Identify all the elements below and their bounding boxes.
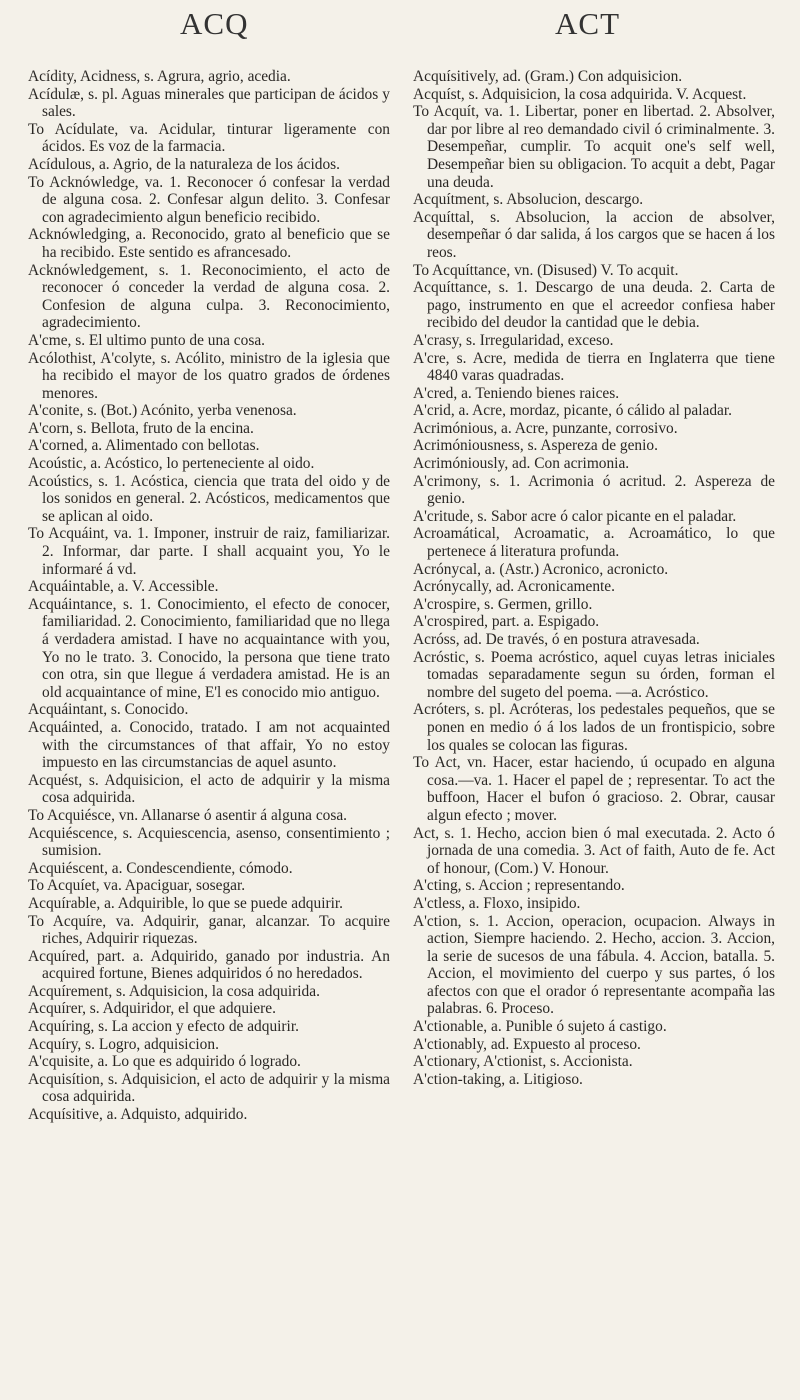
dictionary-entry: Acquírer, s. Adquiridor, el que adquiere. xyxy=(28,1000,276,1018)
dictionary-entry: Acquírement, s. Adquisicion, la cosa adquirida. xyxy=(28,982,320,1000)
dictionary-entry: A'ctionably, ad. Expuesto al proceso. xyxy=(413,1035,641,1053)
dictionary-entry: A'crospire, s. Germen, grillo. xyxy=(413,595,593,613)
dictionary-entry: Acróters, s. pl. Acróteras, los pedestales pequeños, que se ponen en medio ó á los lados de un frontispicio, sobre los quales se colocan las figuras. xyxy=(413,701,775,754)
dictionary-entry: Acroamátical, Acroamatic, a. Acroamático, lo que pertenece á literatura profunda. xyxy=(413,525,775,561)
dictionary-entry: To Acquít, va. 1. Libertar, poner en libertad. 2. Absolver, dar por libre al reo demandado civil ó criminalmente. 3. Desempeñar, cumplir. To acquit one's self well, Desempeñar bien su obligacion. To acquit a debt, Pagar una deuda. xyxy=(413,103,775,191)
dictionary-entry: A'cred, a. Teniendo bienes raices. xyxy=(413,384,620,402)
right-column xyxy=(413,68,775,1088)
dictionary-entry: A'corned, a. Alimentado con bellotas. xyxy=(28,437,260,455)
dictionary-entry: A'ctionary, A'ctionist, s. Accionista. xyxy=(413,1053,633,1071)
dictionary-entry: A'ctless, a. Floxo, insipido. xyxy=(413,894,581,912)
dictionary-entry: A'ction-taking, a. Litigioso. xyxy=(413,1070,583,1088)
left-guide-word: ACQ xyxy=(180,6,249,41)
dictionary-entry: Acquáintable, a. V. Accessible. xyxy=(28,578,219,596)
dictionary-entry: A'cre, s. Acre, medida de tierra en Inglaterra que tiene 4840 varas quadradas. xyxy=(413,349,775,385)
dictionary-entry: Acquést, s. Adquisicion, el acto de adquirir y la misma cosa adquirida. xyxy=(28,771,390,807)
dictionary-entry: Acrimóniousness, s. Aspereza de genio. xyxy=(413,437,658,455)
dictionary-entry: A'conite, s. (Bot.) Acónito, yerba venenosa. xyxy=(28,402,297,420)
dictionary-entry: A'crasy, s. Irregularidad, exceso. xyxy=(413,331,614,349)
dictionary-entry: Acólothist, A'colyte, s. Acólito, ministro de la iglesia que ha recibido el mayor de los quatro grados de órdenes menores. xyxy=(28,349,390,402)
dictionary-entry: A'crospired, part. a. Espigado. xyxy=(413,613,600,631)
dictionary-entry: Acídulæ, s. pl. Aguas minerales que participan de ácidos y sales. xyxy=(28,85,390,121)
dictionary-entry: Acquísitively, ad. (Gram.) Con adquisicion. xyxy=(413,68,683,85)
dictionary-entry: Acknówledging, a. Reconocido, grato al beneficio que se ha recibido. Este sentido es afrancesado. xyxy=(28,226,390,261)
dictionary-entry: A'ction, s. 1. Accion, operacion, ocupacion. Always in action, Siempre haciendo. 2. Hecho, accion. 3. Accion, la serie de sucesos de una fábula. 4. Accion, batalla. 5. Accion, el movimiento del cuerpo y sus partes, ó los afectos con que el orador ó representante acompaña las palabras. 6. Proceso. xyxy=(413,912,775,1018)
dictionary-entry: To Acquíet, va. Apaciguar, sosegar. xyxy=(28,877,246,895)
dictionary-entry: A'cme, s. El ultimo punto de una cosa. xyxy=(28,331,266,349)
dictionary-entry: Acknówledgement, s. 1. Reconocimiento, el acto de reconocer ó conceder la verdad de alguna cosa. 2. Confesion de alguna culpa. 3. Reconocimiento, agradecimiento. xyxy=(28,261,390,332)
dictionary-entry: A'corn, s. Bellota, fruto de la encina. xyxy=(28,419,254,437)
dictionary-entry: Acoústic, a. Acóstico, lo perteneciente al oido. xyxy=(28,455,315,473)
dictionary-entry: Acrónycal, a. (Astr.) Acronico, acronicto. xyxy=(413,560,669,578)
dictionary-entry: A'cquisite, a. Lo que es adquirido ó logrado. xyxy=(28,1053,301,1071)
dictionary-entry: To Acquiésce, vn. Allanarse ó asentir á alguna cosa. xyxy=(28,806,348,824)
dictionary-entry: Acquáinted, a. Conocido, tratado. I am not acquainted with the circumstances of that affair, Yo no estoy impuesto en las circumstancias de aquel asunto. xyxy=(28,718,390,772)
dictionary-entry: A'crid, a. Acre, mordaz, picante, ó cálido al paladar. xyxy=(413,402,732,420)
dictionary-entry: To Acquáint, va. 1. Imponer, instruir de raiz, familiarizar. 2. Informar, dar parte. I shall acquaint you, Yo le informaré á vd. xyxy=(28,525,390,578)
dictionary-entry: Acquiéscence, s. Acquiescencia, asenso, consentimiento ; sumision. xyxy=(28,824,390,860)
dictionary-entry: Acídulous, a. Agrio, de la naturaleza de los ácidos. xyxy=(28,155,340,173)
dictionary-entry: Acróss, ad. De través, ó en postura atravesada. xyxy=(413,631,700,648)
dictionary-entry: Act, s. 1. Hecho, accion bien ó mal executada. 2. Acto ó jornada de una comedia. 3. Act of faith, Auto de fe. Act of honour, (Com.) V. Honour. xyxy=(413,824,775,877)
dictionary-entry: To Acquíttance, vn. (Disused) V. To acquit. xyxy=(413,261,679,279)
dictionary-entry: To Act, vn. Hacer, estar haciendo, ú ocupado en alguna cosa.—va. 1. Hacer el papel de ; representar. To act the buffoon, Hacer el bufon ó gracioso. 2. Obrar, causar algun efecto ; mover. xyxy=(413,754,775,824)
dictionary-entry: Acrónycally, ad. Acronicamente. xyxy=(413,578,615,596)
dictionary-entry: Acquiéscent, a. Condescendiente, cómodo. xyxy=(28,859,293,877)
dictionary-entry: Acquáintance, s. 1. Conocimiento, el efecto de conocer, familiaridad. 2. Conocimiento, familiaridad que no llega á verdadera amistad. I have no acquaintance with you, Yo no le trato. 3. Conocido, la persona que tiene trato con otra, sin que llegue á verdadera amistad. He is an old acquaintance of mine, E'l es conocido mio antiguo. xyxy=(28,595,390,701)
dictionary-entry: Acquírable, a. Adquirible, lo que se puede adquirir. xyxy=(28,894,343,912)
dictionary-entry: Acrimónious, a. Acre, punzante, corrosivo. xyxy=(413,419,678,437)
right-guide-word: ACT xyxy=(555,6,620,41)
dictionary-entry: Acquíring, s. La accion y efecto de adquirir. xyxy=(28,1018,299,1036)
dictionary-entry: A'cting, s. Accion ; representando. xyxy=(413,877,625,895)
dictionary-entry: Acróstic, s. Poema acróstico, aquel cuyas letras iniciales tomadas separadamente segun su órden, forman el nombre del sugeto del poema. —a. Acróstico. xyxy=(413,648,775,701)
dictionary-entry: Acídity, Acidness, s. Agrura, agrio, acedia. xyxy=(28,68,291,85)
dictionary-entry: Acquítment, s. Absolucion, descargo. xyxy=(413,191,644,209)
dictionary-entry: Acrimóniously, ad. Con acrimonia. xyxy=(413,455,630,473)
dictionary-entry: Acoústics, s. 1. Acóstica, ciencia que trata del oido y de los sonidos en general. 2. Acósticos, medicamentos que se aplican al oido. xyxy=(28,472,390,525)
dictionary-entry: A'ctionable, a. Punible ó sujeto á castigo. xyxy=(413,1018,667,1036)
dictionary-entry: To Acknówledge, va. 1. Reconocer ó confesar la verdad de alguna cosa. 2. Confesar algun delito. 3. Confesar con agradecimiento algun beneficio recibido. xyxy=(28,173,390,226)
dictionary-entry: Acquáintant, s. Conocido. xyxy=(28,701,189,719)
dictionary-entry: A'critude, s. Sabor acre ó calor picante en el paladar. xyxy=(413,507,737,525)
dictionary-entry: Acquisítion, s. Adquisicion, el acto de adquirir y la misma cosa adquirida. xyxy=(28,1070,390,1106)
dictionary-entry: A'crimony, s. 1. Acrimonia ó acritud. 2. Aspereza de genio. xyxy=(413,472,775,508)
dictionary-entry: To Acídulate, va. Acidular, tinturar ligeramente con ácidos. Es voz de la farmacia. xyxy=(28,120,390,156)
dictionary-entry: Acquíry, s. Logro, adquisicion. xyxy=(28,1035,219,1053)
dictionary-entry: Acquísitive, a. Adquisto, adquirido. xyxy=(28,1106,248,1124)
dictionary-entry: Acquíttal, s. Absolucion, la accion de absolver, desempeñar ó dar salida, á los cargos que se hacen á los reos. xyxy=(413,208,775,261)
page-header xyxy=(0,6,800,52)
dictionary-entry: Acquíst, s. Adquisicion, la cosa adquirida. V. Acquest. xyxy=(413,85,747,103)
dictionary-entry: Acquíred, part. a. Adquirido, ganado por industria. An acquired fortune, Bienes adquiridos ó no heredados. xyxy=(28,947,390,983)
left-column xyxy=(28,68,390,1124)
dictionary-entry: To Acquíre, va. Adquirir, ganar, alcanzar. To acquire riches, Adquirir riquezas. xyxy=(28,912,390,948)
dictionary-entry: Acquíttance, s. 1. Descargo de una deuda. 2. Carta de pago, instrumento en que el acreedor confiesa haber recibido del deudor la cantidad que le debia. xyxy=(413,279,775,332)
